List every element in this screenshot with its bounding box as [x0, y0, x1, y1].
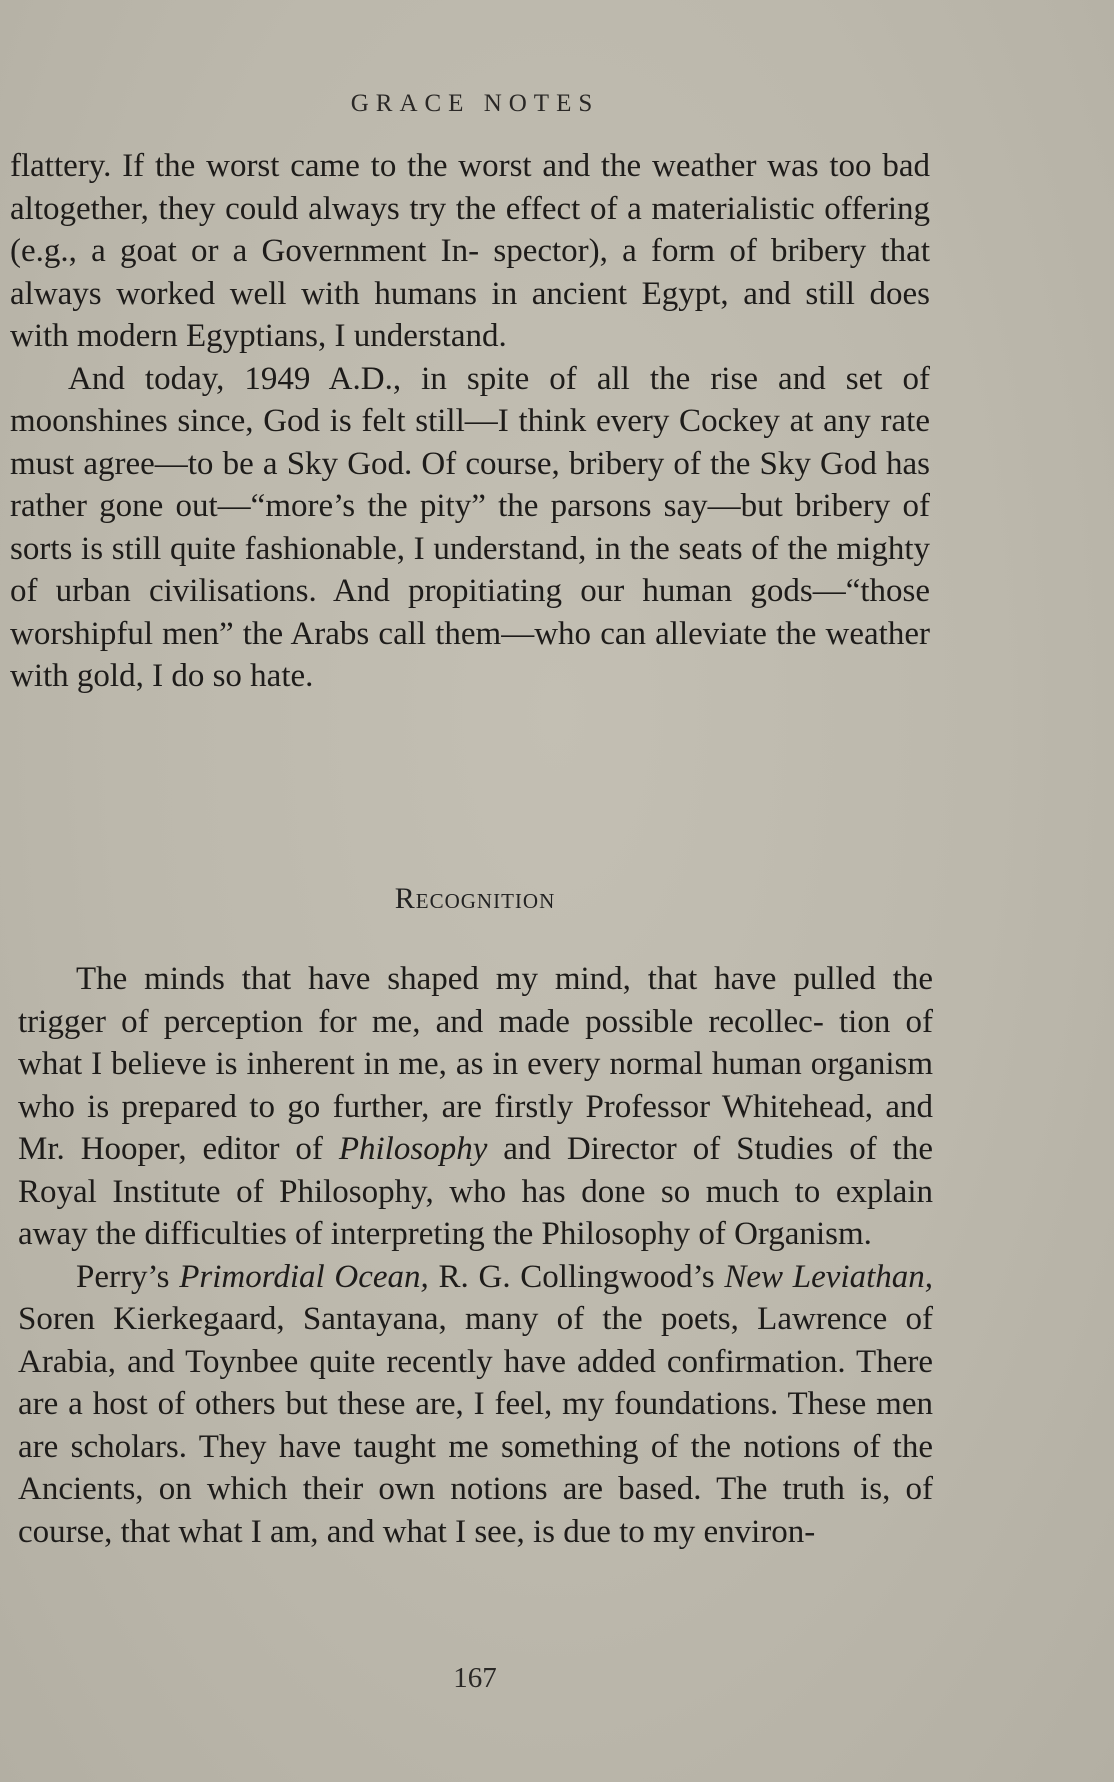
paragraph-influences-text-1: Perry’s [76, 1258, 180, 1295]
page-number: 167 [453, 1662, 497, 1694]
paragraph-continuation: flattery. If the worst came to the worst and the weather was too bad altogether, they could always try the effect of a materialistic offering (e.g., a goat or a Government In- spector), a form of bribery that always worked well with humans in ancient Egypt, and still does with modern Egyptians, I understand. [10, 148, 930, 354]
paragraph-influences [18, 1256, 933, 1554]
text-block-bottom [18, 958, 933, 1553]
section-heading: Recognition [394, 882, 556, 915]
paragraph-sky-god: And today, 1949 A.D., in spite of all the rise and set of moonshines since, God is felt still—I think every Cockey at any rate must agree—to be a Sky God. Of course, bribery of the Sky God has rather gone out—“more’s the pity” the parsons say—but bribery of sorts is still quite fashionable, I understand, in the seats of the mighty of urban civilisations. And propitiating our human gods—“those worshipful men” the Arabs call them—who can alleviate the weather with gold, I do so hate. [10, 360, 930, 694]
paragraph-minds-text-1: The minds that have shaped my mind, that have pulled the trigger of perception for me, and made possible recollec- tion of what I believe is inherent in me, as in every normal human organism who is prepared to go further, are firstly Professor Whitehead, and Mr. Hooper, editor of [18, 961, 933, 1167]
running-head: GRACE NOTES [350, 90, 600, 117]
paragraph-influences-title-primordial-ocean: Primordial Ocean, [179, 1258, 429, 1295]
paragraph-minds [18, 958, 933, 1256]
paragraph-influences-text-3: Soren Kierkegaard, Santayana, many of the poets, Lawrence of Arabia, and Toynbee quite recently have added confirmation. There are a host of others but these are, I feel, my foundations. These men are scholars. They have taught me something of the notions of the Ancients, on which their own notions are based. The truth is, of course, that what I am, and what I see, is due to my environ- [18, 1301, 933, 1550]
paragraph-influences-title-new-leviathan: New Leviathan, [724, 1258, 933, 1295]
text-block-top [10, 145, 930, 698]
paragraph-minds-text-2: and Director of Studies of the Royal Institute of Philosophy, who has done so much to explain away the difficulties of interpreting the Philosophy of Organism. [18, 1131, 934, 1252]
paragraph-influences-text-2: R. G. Collingwood’s [428, 1258, 725, 1295]
paragraph-minds-title-philosophy: Philosophy [338, 1131, 488, 1167]
